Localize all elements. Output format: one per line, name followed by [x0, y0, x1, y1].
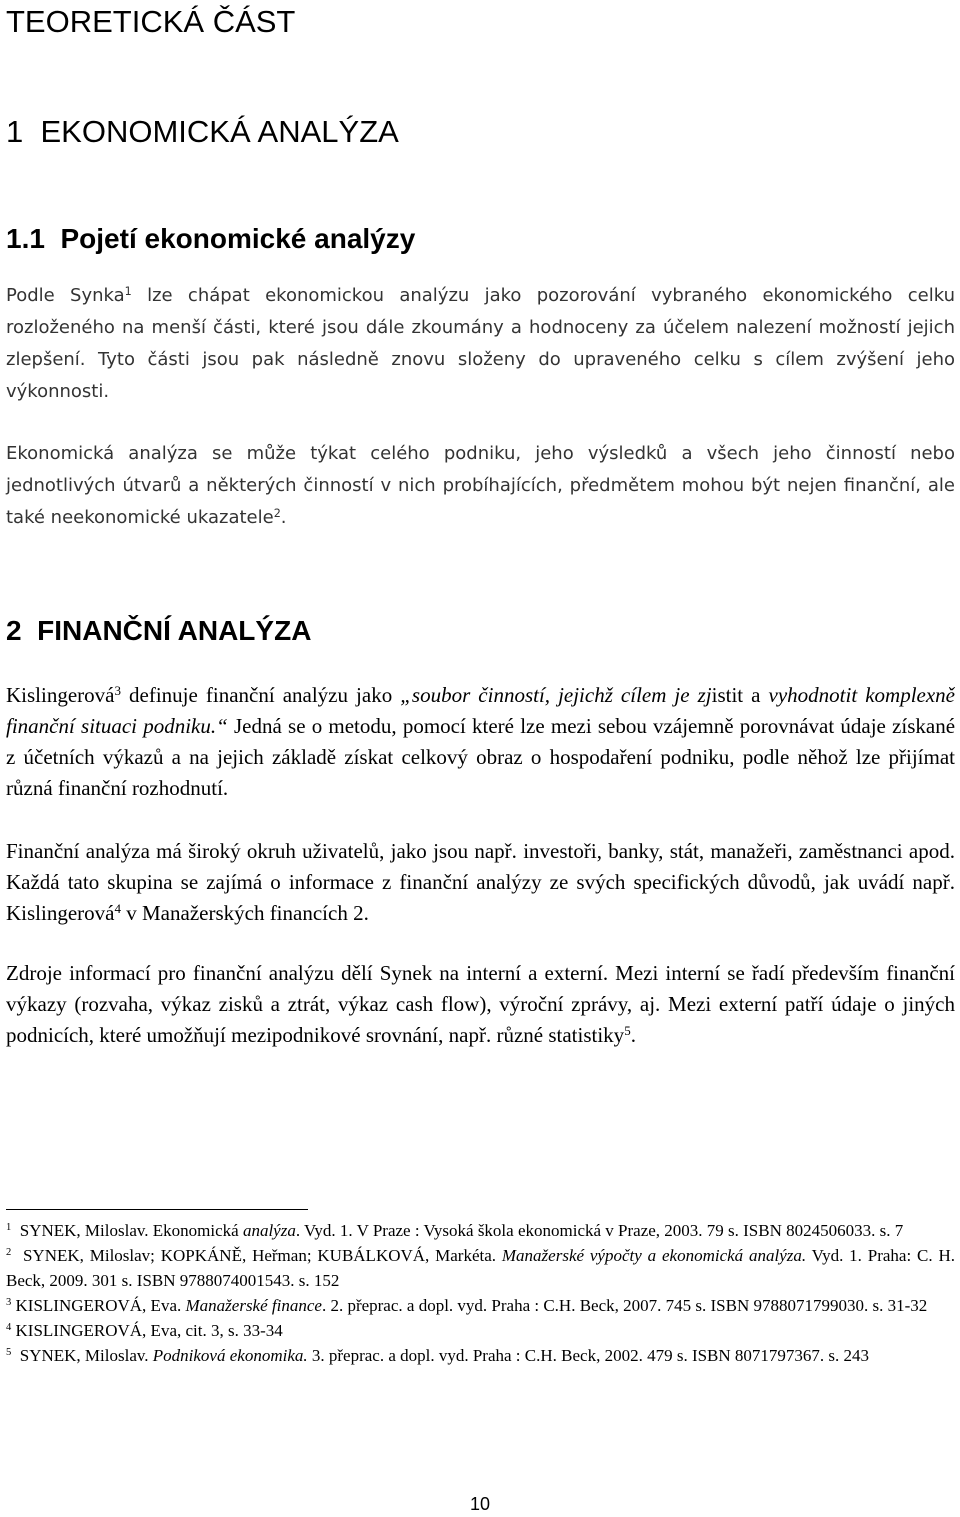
footnote-text: SYNEK, Miloslav.	[19, 1346, 153, 1365]
footnote-title: analýza	[242, 1221, 296, 1240]
footnote-title: Manažerské výpočty a ekonomická analýza.	[501, 1246, 807, 1265]
paragraph-text: Ekonomická analýza se může týkat celého podniku, jeho výsledků a všech jeho činností nebo jednotlivých útvarů a některých činností v nich probíhajících, předmětem mohou být nejen finanční, ale také neekonomické ukazatele	[6, 443, 955, 528]
paragraph-text: Jedná se o metodu, pomocí které lze mezi sebou vzájemně porovnávat údaje získané z účetních výkazů a na jejich základě získat celkový obraz o hospodaření podniku, podle něhož lze přijímat různá finanční rozhodnutí.	[6, 714, 956, 800]
footnote-title: Manažerské finance	[185, 1296, 322, 1315]
page-number: 10	[469, 1494, 491, 1514]
footnote-text: . 2. přeprac. a dopl. vyd. Praha : C.H. Beck, 2007. 745 s. ISBN 9788071799030. s. 31-32	[321, 1296, 928, 1315]
paragraph-text: Finanční analýza má široký okruh uživatelů, jako jsou např. investoři, banky, stát, manažeři, zaměstnanci apod. Každá tato skupina se zajímá o informace z finanční analýzy ze svých specifických důvodů, jak uvádí např. Kislingerová	[6, 839, 955, 925]
footnote-ref: 3	[114, 682, 121, 698]
paragraph-text: lze chápat ekonomickou analýzu jako pozorování vybraného ekonomického celku rozloženého na menší části, které jsou dále zkoumány a hodnoceny za účelem nalezení možností jejich zlepšení. Tyto části jsou pak následně znovu složeny do upraveného celku s cílem zvýšení jeho výkonnosti.	[6, 285, 956, 402]
footnote-number: 3	[6, 1297, 12, 1309]
chapter-number: 2	[6, 615, 22, 646]
footnote-text: KISLINGEROVÁ, Eva.	[15, 1296, 186, 1315]
paragraph-text: Podle Synka	[6, 285, 125, 306]
footnote-number: 2	[6, 1247, 12, 1259]
paragraph-text: .	[630, 1023, 636, 1047]
paragraph-text: definuje finanční analýzu jako	[121, 683, 401, 707]
footnote-number: 5	[6, 1347, 12, 1359]
quotation: vyhodnotit komplexně finanční situaci podniku.“	[6, 683, 955, 738]
chapter-heading-2	[6, 614, 311, 648]
footnote-2	[6, 1243, 955, 1293]
chapter-heading-1	[6, 114, 399, 150]
footnote-text: . Vyd. 1. V Praze : Vysoká škola ekonomická v Praze, 2003. 79 s. ISBN 8024506033. s. 7	[295, 1221, 904, 1240]
part-title: TEORETICKÁ ČÁST	[6, 4, 296, 39]
chapter-title: EKONOMICKÁ ANALÝZA	[40, 114, 399, 149]
paragraph-text: Zdroje informací pro finanční analýzu dělí Synek na interní a externí. Mezi interní se řadí především finanční výkazy (rozvaha, výkaz zisků a ztrát, výkaz cash flow), výroční zprávy, aj. Mezi externí patří údaje o jiných podnicích, které umožňují mezipodnikové srovnání, např. různé statistiky	[6, 961, 955, 1047]
quotation: „soubor činností, jejichž cílem je zj	[400, 683, 712, 707]
section-title: Pojetí ekonomické analýzy	[60, 223, 416, 254]
footnotes	[6, 1218, 955, 1368]
footnote-text: 3. přeprac. a dopl. vyd. Praha : C.H. Beck, 2002. 479 s. ISBN 8071797367. s. 243	[307, 1346, 870, 1365]
section-heading-1-1	[6, 222, 415, 256]
footnote-3	[6, 1293, 955, 1318]
paragraph-text: v Manažerských financích 2.	[121, 901, 369, 925]
footnote-number: 4	[6, 1322, 12, 1334]
paragraph-ekonomicka-analyza-scope	[6, 438, 955, 534]
paragraph-text: .	[280, 507, 287, 528]
footnote-1	[6, 1218, 955, 1243]
footnote-title: Podniková ekonomika.	[152, 1346, 308, 1365]
footnote-ref: 4	[114, 900, 121, 916]
paragraph-ekonomicka-analyza-definition	[6, 280, 955, 408]
paragraph-financni-analyza-definition	[6, 680, 955, 804]
footnote-text: SYNEK, Miloslav; KOPKÁNĚ, Heřman; KUBÁLKOVÁ, Markéta.	[22, 1246, 502, 1265]
paragraph-text: istit a	[711, 683, 769, 707]
paragraph-sources	[6, 958, 955, 1051]
footnote-text: KISLINGEROVÁ, Eva, cit. 3, s. 33-34	[15, 1321, 283, 1340]
chapter-number: 1	[6, 114, 24, 149]
footnote-text: SYNEK, Miloslav. Ekonomická	[19, 1221, 243, 1240]
footnote-ref: 5	[624, 1022, 631, 1038]
footnote-number: 1	[6, 1222, 12, 1234]
section-number: 1.1	[6, 223, 45, 254]
footnote-ref: 1	[124, 284, 132, 298]
paragraph-users	[6, 836, 955, 929]
footnote-4	[6, 1318, 955, 1343]
paragraph-text: Kislingerová	[6, 683, 115, 707]
footnote-separator	[6, 1209, 308, 1210]
footnote-text: Vyd. 1. Praha: C. H. Beck, 2009. 301 s. ISBN 9788074001543. s. 152	[6, 1246, 955, 1290]
footnote-5	[6, 1343, 955, 1368]
footnote-ref: 2	[273, 506, 281, 520]
chapter-title: FINANČNÍ ANALÝZA	[37, 615, 312, 646]
